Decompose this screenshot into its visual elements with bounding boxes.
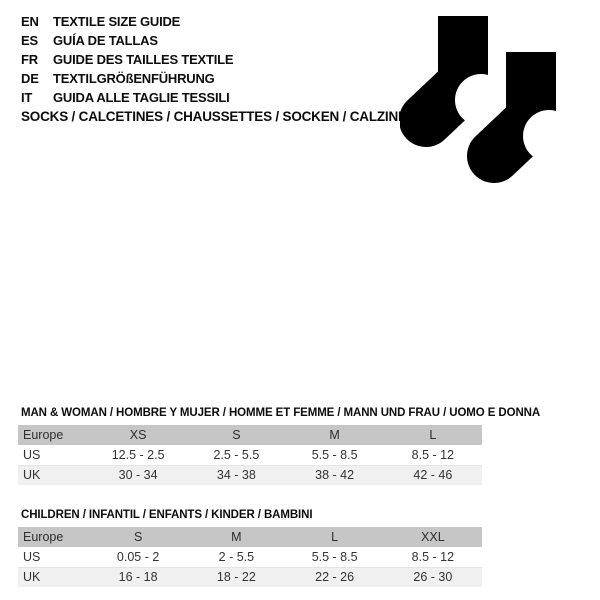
children-size-section [18,509,482,587]
language-row-it [21,88,233,107]
column-header-s: S [133,530,143,544]
sock-shape [494,52,575,162]
size-value: 0.05 - 2 [89,547,187,567]
column-header-s: S [232,428,241,442]
man-woman-size-section [18,407,541,485]
region-label: US [18,445,89,465]
column-header-l: L [429,428,437,442]
language-code: IT [21,90,33,105]
language-row-fr [21,50,233,69]
language-label: GUIDA ALLE TAGLIE TESSILI [53,90,230,105]
size-value: 8.5 - 12 [384,445,482,465]
table-header-row [18,527,482,547]
language-title-block [21,12,233,107]
column-header-europe: Europe [23,530,64,544]
size-value: 30 - 34 [118,468,158,483]
language-label: GUÍA DE TALLAS [53,33,158,48]
man-woman-table-title: MAN & WOMAN / HOMBRE Y MUJER / HOMME ET FEMME / MANN UND FRAU / UOMO E DONNA [21,407,541,419]
column-header-xs: XS [129,428,147,442]
language-code: FR [21,52,38,67]
table-row-us [18,445,482,465]
size-value: 34 - 38 [216,468,256,483]
language-code: ES [21,33,38,48]
size-value: 2 - 5.5 [187,547,285,567]
column-header-m: M [231,530,242,544]
region-label: UK [23,570,41,585]
size-value: 38 - 42 [315,468,355,483]
size-value: 18 - 22 [216,570,256,585]
table-row-us [18,547,482,567]
socks-icon [400,12,585,197]
language-label: GUIDE DES TAILLES TEXTILE [53,52,234,67]
children-table-title: CHILDREN / INFANTIL / ENFANTS / KINDER / BAMBINI [21,509,313,521]
size-value: 16 - 18 [118,570,158,585]
sock-shape [426,16,507,126]
language-code: DE [21,71,39,86]
language-row-es [21,31,233,50]
language-code: EN [21,14,39,29]
language-label: TEXTILE SIZE GUIDE [53,14,181,29]
table-row-uk [18,567,482,587]
table-row-uk [18,465,482,485]
man-woman-size-table [18,425,482,485]
size-value: 8.5 - 12 [384,547,482,567]
region-label: US [18,547,89,567]
language-row-en [21,12,233,31]
size-value: 2.5 - 5.5 [187,445,285,465]
region-label: UK [23,468,41,483]
size-value: 12.5 - 2.5 [89,445,187,465]
size-value: 26 - 30 [413,570,453,585]
size-value: 5.5 - 8.5 [286,547,384,567]
column-header-m: M [329,428,340,442]
category-title: SOCKS / CALCETINES / CHAUSSETTES / SOCKEN / CALZINI [21,109,402,124]
column-header-xxl: XXL [421,530,445,544]
column-header-europe: Europe [23,428,64,442]
table-header-row [18,425,482,445]
language-row-de [21,69,233,88]
column-header-l: L [331,530,339,544]
size-value: 22 - 26 [315,570,355,585]
size-value: 5.5 - 8.5 [286,445,384,465]
size-value: 42 - 46 [413,468,453,483]
children-size-table [18,527,482,587]
language-label: TEXTILGRÖßENFÜHRUNG [53,71,215,86]
